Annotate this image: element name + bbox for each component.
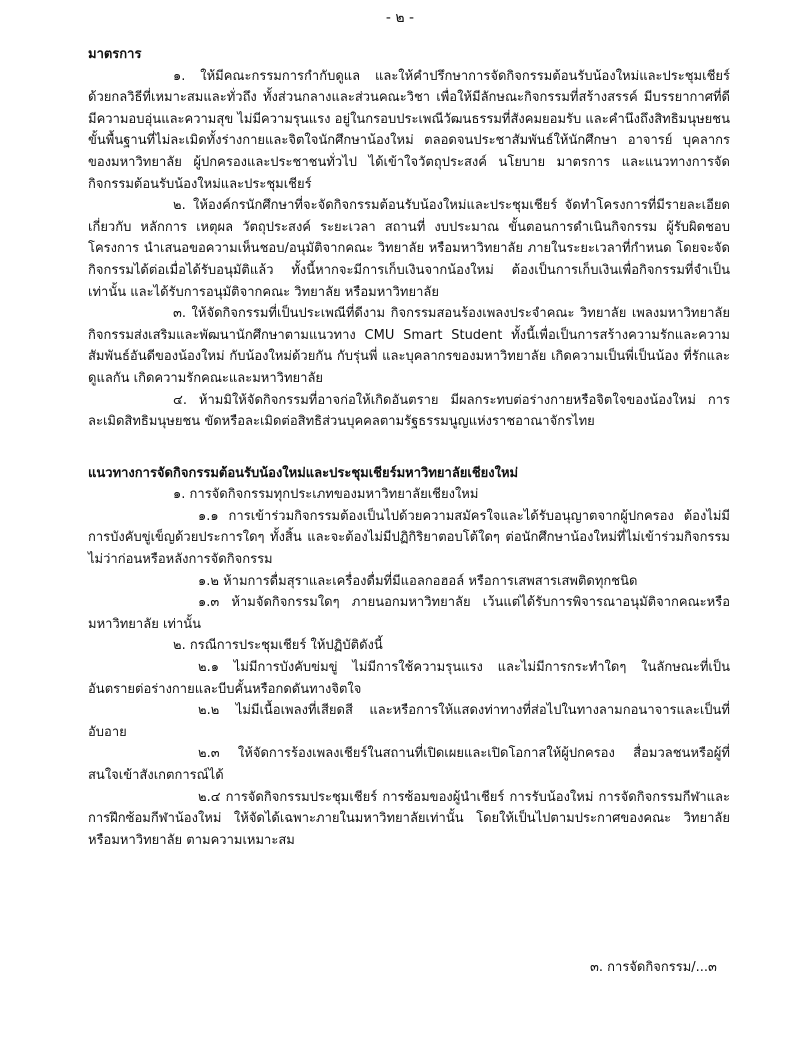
measure-item-1: ๑. ให้มีคณะกรรมการกำกับดูแล และให้คำปรึกษาการจัดกิจกรรมต้อนรับน้องใหม่และประชุมเชียร์ ด้วยกลวิธีที่เหมาะสมและทั่วถึง ทั้งส่วนกลางและส่วนคณะวิชา เพื่อให้มีลักษณะกิจกรรมที่สร้างสรรค์ มีบรรยากาศที่ดี มีความอบอุ่นและความสุข ไม่มีความรุนแรง อยู่ในกรอบประเพณีวัฒนธรรมที่สังคมยอมรับ และคำนึงถึงสิทธิมนุษยชนขั้นพื้นฐานที่ไม่ละเมิดทั้งร่างกายและจิตใจนักศึกษาน้องใหม่ ตลอดจนประชาสัมพันธ์ให้นักศึกษา อาจารย์ บุคลากรของมหาวิทยาลัย ผู้ปกครองและประชาชนทั่วไป ได้เข้าใจวัตถุประสงค์ นโยบาย มาตรการ และแนวทางการจัดกิจกรรมต้อนรับน้องใหม่และประชุมเชียร์ bbox=[88, 68, 730, 192]
measure-item-3: ๓. ให้จัดกิจกรรมที่เป็นประเพณีที่ดีงาม กิจกรรมสอนร้องเพลงประจำคณะ วิทยาลัย เพลงมหาวิทยาลัย กิจกรรมส่งเสริมและพัฒนานักศึกษาตามแนวทาง CMU Smart Student ทั้งนี้เพื่อเป็นการสร้างความรักและความสัมพันธ์อันดีของน้องใหม่ กับน้องใหม่ด้วยกัน กับรุ่นพี่ และบุคลากรของมหาวิทยาลัย เกิดความเป็นพี่เป็นน้อง ที่รักและดูแลกัน เกิดความรักคณะและมหาวิทยาลัย bbox=[88, 306, 730, 386]
measure-item-4: ๔. ห้ามมิให้จัดกิจกรรมที่อาจก่อให้เกิดอันตราย มีผลกระทบต่อร่างกายหรือจิตใจของน้องใหม่ การละเมิดสิทธิมนุษยชน ขัดหรือละเมิดต่อสิทธิส่วนบุคคลตามรัฐธรรมนูญแห่งราชอาณาจักรไทย bbox=[88, 392, 730, 430]
guideline-item-1-2: ๑.๒ ห้ามการดื่มสุราและเครื่องดื่มที่มีแอลกอฮอล์ หรือการเสพสารเสพติดทุกชนิด bbox=[198, 573, 638, 589]
measure-item-2: ๒. ให้องค์กรนักศึกษาที่จะจัดกิจกรรมต้อนรับน้องใหม่และประชุมเชียร์ จัดทำโครงการที่มีรายละเอียดเกี่ยวกับ หลักการ เหตุผล วัตถุประสงค์ ระยะเวลา สถานที่ งบประมาณ ขั้นตอนการดำเนินกิจกรรม ผู้รับผิดชอบโครงการ นำเสนอขอความเห็นชอบ/อนุมัติจากคณะ วิทยาลัย หรือมหาวิทยาลัย ภายในระยะเวลาที่กำหนด โดยจะจัดกิจกรรมได้ต่อเมื่อได้รับอนุมัติแล้ว ทั้งนี้หากจะมีการเก็บเงินจากน้องใหม่ ต้องเป็นการเก็บเงินเพื่อกิจกรรมที่จำเป็นเท่านั้น และได้รับการอนุมัติจากคณะ วิทยาลัย หรือมหาวิทยาลัย bbox=[88, 198, 730, 300]
guideline-sub1-title: ๑. การจัดกิจกรรมทุกประเภทของมหาวิทยาลัยเชียงใหม่ bbox=[173, 487, 479, 503]
continuation-reference: ๓. การจัดกิจกรรม/...๓ bbox=[590, 960, 717, 975]
guideline-item-1-1: ๑.๑ การเข้าร่วมกิจกรรมต้องเป็นไปด้วยความสมัครใจและได้รับอนุญาตจากผู้ปกครอง ต้องไม่มีการบังคับขู่เข็ญด้วยประการใดๆ ทั้งสิ้น และจะต้องไม่มีปฏิกิริยาตอบโต้ใดๆ ต่อนักศึกษาน้องใหม่ที่ไม่เข้าร่วมกิจกรรม ไม่ว่าก่อนหรือหลังการจัดกิจกรรม bbox=[88, 508, 730, 568]
guideline-item-2-4: ๒.๔ การจัดกิจกรรมประชุมเชียร์ การซ้อมของผู้นำเชียร์ การรับน้องใหม่ การจัดกิจกรรมกีฬาและการฝึกซ้อมกีฬาน้องใหม่ ให้จัดได้เฉพาะภายในมหาวิทยาลัยเท่านั้น โดยให้เป็นไปตามประกาศของคณะ วิทยาลัย หรือมหาวิทยาลัย ตามความเหมาะสม bbox=[88, 789, 730, 848]
page-number: - ๒ - bbox=[385, 10, 415, 26]
guideline-item-2-1: ๒.๑ ไม่มีการบังคับข่มขู่ ไม่มีการใช้ความรุนแรง และไม่มีการกระทำใดๆ ในลักษณะที่เป็นอันตรายต่อร่างกายและบีบคั้นหรือกดดันทางจิตใจ bbox=[88, 660, 730, 697]
guideline-item-1-3: ๑.๓ ห้ามจัดกิจกรรมใดๆ ภายนอกมหาวิทยาลัย เว้นแต่ได้รับการพิจารณาอนุมัติจากคณะหรือมหาวิทยาลัย เท่านั้น bbox=[88, 595, 730, 632]
guidelines-heading: แนวทางการจัดกิจกรรมต้อนรับน้องใหม่และประชุมเชียร์มหาวิทยาลัยเชียงใหม่ bbox=[88, 465, 519, 481]
measures-heading: มาตรการ bbox=[88, 47, 142, 62]
document-body bbox=[88, 44, 730, 851]
guideline-item-2-2: ๒.๒ ไม่มีเนื้อเพลงที่เสียดสี และหรือการให้แสดงท่าทางที่ส่อไปในทางลามกอนาจารและเป็นที่อับอาย bbox=[88, 703, 730, 740]
guideline-item-2-3: ๒.๓ ให้จัดการร้องเพลงเชียร์ในสถานที่เปิดเผยและเปิดโอกาสให้ผู้ปกครอง สื่อมวลชนหรือผู้ที่สนใจเข้าสังเกตการณ์ได้ bbox=[88, 746, 730, 783]
guideline-sub2-title: ๒. กรณีการประชุมเชียร์ ให้ปฏิบัติดังนี้ bbox=[173, 638, 383, 654]
